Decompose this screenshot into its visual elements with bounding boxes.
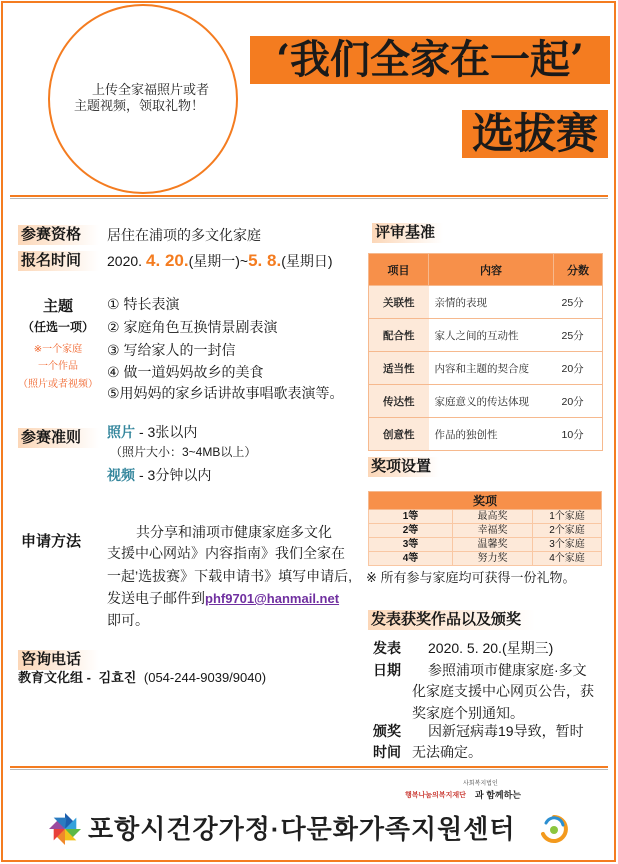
theme-item: ① 特长表演: [107, 296, 180, 312]
theme-choose-one: （任选一项）: [21, 320, 94, 334]
top-divider-shadow: [10, 198, 608, 199]
criteria-row: [369, 319, 603, 352]
eligibility-value: 居住在浦项的多文化家庭: [107, 227, 261, 243]
sponsor-logo: [405, 780, 529, 804]
circle-text-line-1: 上传全家福照片或者: [92, 82, 210, 97]
theme-label: 主题: [42, 298, 73, 315]
criteria-header-item: 项目: [369, 254, 429, 286]
criteria-score: 10分: [554, 418, 603, 451]
criteria-score: 20分: [554, 385, 603, 418]
theme-item: ⑤用妈妈的家乡话讲故事唱歌表演等。: [107, 385, 344, 401]
video-limit: - 3分钟以内: [139, 467, 212, 483]
center-name: 포항시건강가정·다문화가족지원센터: [88, 814, 516, 844]
award-rank: 1等: [369, 510, 453, 524]
award-name: 最高奖: [453, 510, 533, 524]
announce-date-label-2: 日期: [373, 662, 401, 678]
theme-note-1: ※一个家庭: [33, 344, 83, 355]
bottom-divider-shadow: [10, 769, 608, 770]
sponsor-name: 행복나눔의복지재단: [405, 792, 466, 799]
criteria-content: 作品的独创性: [429, 418, 554, 451]
contact-dept: 教育文化组 -: [18, 670, 91, 685]
award-name: 温馨奖: [453, 538, 533, 552]
announce-note-line: 奖家庭个别通知。: [412, 705, 524, 721]
ceremony-line: 无法确定。: [412, 744, 482, 760]
criteria-score: 20分: [554, 352, 603, 385]
pinwheel-logo-icon: [48, 812, 82, 846]
award-rank: 4等: [369, 552, 453, 566]
criteria-item: 适当性: [369, 352, 429, 385]
theme-item: ④ 做一道妈妈故乡的美食: [107, 364, 264, 380]
award-count: 4个家庭: [533, 552, 602, 566]
email-prefix: 发送电子邮件到: [107, 590, 205, 606]
video-tag: 视频: [107, 467, 135, 483]
circle-text-line-2: 主题视频，领取礼物！: [74, 98, 205, 113]
criteria-item: 关联性: [369, 286, 429, 319]
award-row: [369, 552, 602, 566]
criteria-row: [369, 385, 603, 418]
award-count: 1个家庭: [533, 510, 602, 524]
period-end-date: 5. 8.: [248, 251, 282, 270]
awards-label: 奖项设置: [368, 457, 439, 477]
award-count: 2个家庭: [533, 524, 602, 538]
ceremony-label-2: 时间: [373, 744, 401, 760]
criteria-row: [369, 352, 603, 385]
apply-line: 共分享和浦项市健康家庭多文化: [136, 524, 332, 540]
criteria-table: [368, 253, 603, 451]
apply-label: 申请方法: [21, 533, 82, 550]
photo-limit: - 3张以内: [139, 424, 198, 440]
awards-note: ※ 所有参与家庭均可获得一份礼物。: [366, 570, 576, 585]
criteria-content: 家庭意义的传达体现: [429, 385, 554, 418]
rules-label: 参赛准则: [18, 428, 99, 448]
theme-item: ③ 写给家人的一封信: [107, 342, 236, 358]
criteria-row: [369, 418, 603, 451]
bottom-divider: [10, 766, 608, 768]
criteria-item: 配合性: [369, 319, 429, 352]
period-year: 2020.: [107, 253, 143, 269]
page-subtitle: 选拔赛: [462, 110, 608, 158]
photo-tag: 照片: [107, 424, 135, 440]
award-name: 幸福奖: [453, 524, 533, 538]
criteria-score: 25分: [554, 319, 603, 352]
rules-video: [107, 465, 211, 485]
theme-note-2: 一个作品: [38, 361, 78, 372]
apply-closing: 即可。: [107, 612, 149, 628]
theme-item: ② 家庭角色互换情景剧表演: [107, 319, 278, 335]
criteria-content: 家人之间的互动性: [429, 319, 554, 352]
page-title: ‘我们全家在一起’: [250, 36, 610, 84]
criteria-header-content: 内容: [429, 254, 554, 286]
criteria-row: [369, 286, 603, 319]
awards-table: [368, 491, 602, 566]
award-row: [369, 538, 602, 552]
awards-header: 奖项: [369, 492, 602, 510]
period-label: 报名时间: [18, 251, 99, 271]
award-count: 3个家庭: [533, 538, 602, 552]
announce-note-line: 化家庭支援中心网页公告，获: [412, 683, 594, 699]
email-link[interactable]: phf9701@hanmail.net: [205, 591, 340, 606]
ceremony-line: 因新冠病毒19导致，暂时: [428, 723, 584, 739]
contact-line: [18, 669, 266, 687]
announce-note-line: 参照浦项市健康家庭·多文: [428, 662, 587, 678]
announce-date-label-1: 发表: [373, 640, 401, 656]
theme-note-3: （照片或者视频）: [18, 379, 98, 390]
photo-size-note: （照片大小：3~4MB以上）: [110, 445, 257, 459]
top-divider: [10, 195, 608, 197]
sponsor-org-type: 사회복지법인: [463, 781, 498, 787]
period-start-date: 4. 20.: [146, 251, 189, 270]
apply-email-line: [107, 588, 339, 609]
award-name: 努力奖: [453, 552, 533, 566]
criteria-score: 25分: [554, 286, 603, 319]
criteria-item: 传达性: [369, 385, 429, 418]
rules-photo: [107, 422, 197, 442]
contact-label: 咨询电话: [18, 650, 99, 670]
sponsor-suffix: 과 함께하는: [475, 790, 521, 800]
apply-line: 一起’选拔赛》下载申请书》填写申请后,: [107, 568, 352, 584]
contact-person: 김효진: [98, 670, 137, 685]
criteria-header-score: 分数: [554, 254, 603, 286]
criteria-content: 亲情的表现: [429, 286, 554, 319]
awards-header-row: [369, 492, 602, 510]
period-start-day: (星期一)~: [188, 253, 249, 269]
award-row: [369, 510, 602, 524]
announce-label: 发表获奖作品以及颁奖: [368, 610, 535, 630]
award-rank: 2等: [369, 524, 453, 538]
criteria-label: 评审基准: [372, 223, 443, 243]
award-rank: 3等: [369, 538, 453, 552]
period-end-day: (星期日): [281, 253, 333, 269]
criteria-header-row: [369, 254, 603, 286]
contact-phone: (054-244-9039/9040): [143, 670, 267, 685]
eligibility-label: 参赛资格: [18, 225, 99, 245]
award-row: [369, 524, 602, 538]
ceremony-label-1: 颁奖: [373, 723, 401, 739]
apply-line: 支援中心网站》内容指南》我们全家在: [107, 545, 345, 561]
announce-date-value: 2020. 5. 20.(星期三): [428, 640, 554, 656]
period-value: [107, 251, 333, 271]
swirl-logo-icon: [538, 814, 570, 844]
criteria-content: 内容和主题的契合度: [429, 352, 554, 385]
criteria-item: 创意性: [369, 418, 429, 451]
